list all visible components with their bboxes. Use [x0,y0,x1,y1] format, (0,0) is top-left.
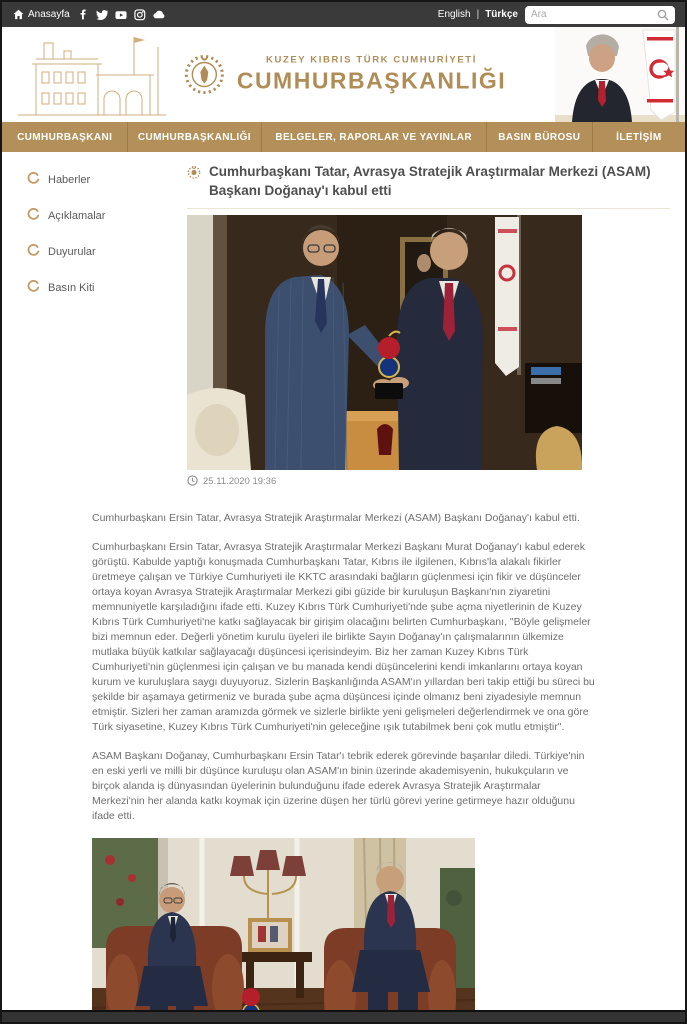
youtube-link[interactable] [115,9,127,21]
article-body [92,511,596,824]
ring-icon [27,172,40,188]
facebook-icon [77,9,89,21]
lang-turkish[interactable]: Türkçe [485,9,518,20]
search-input[interactable] [531,9,653,20]
nav-item-cumhurbaskanligi[interactable]: CUMHURBAŞKANLIĞI [128,122,261,152]
top-utility-bar [2,2,685,27]
nav-item-basin-burosu[interactable]: BASIN BÜROSU [487,122,593,152]
nav-item-cumhurbaskani[interactable]: CUMHURBAŞKANI [2,122,128,152]
sidebar-item-basin-kiti[interactable] [27,280,187,296]
article-date-row [187,475,670,489]
sidebar-item-duyurular[interactable] [27,244,187,260]
brand-country: KUZEY KIBRIS TÜRK CUMHURİYETİ [266,54,477,66]
presidency-emblem-icon [181,49,227,100]
brand-text [237,55,506,95]
instagram-icon [134,9,146,21]
article-head [187,162,670,489]
clock-icon [187,475,198,489]
paragraph-3: ASAM Başkanı Doğanay, Cumhurbaşkanı Ersin Tatar'ı tebrik ederek görevinde başarılar diledi. Türkiye'nin en eski yerli ve milli bir düşünce kuruluşu olan ASAM'ın binin üzerinde akademisyenin, hukukçuların ve birçok alanda iş dünyasından üyelerinin bulunduğunu ifade ederek Avrasya Stratejik Araştırmalar Merkezi'nin her alanda katkı koymak için üzerine düşen her türlü görevi yerine getirmeye hazır olduğunu ifade etti. [92,749,585,822]
content-area [2,152,685,1010]
paragraph-2: Cumhurbaşkanı Ersin Tatar, Avrasya Stratejik Araştırmalar Merkezi Başkanı Murat Doğanay'ı kabul ederek görüştü. Kabulde yaptığı konuşmada Cumhurbaşkanı Tatar, Kıbrıs ile ilgilenen, Kıbrıs'la alakalı fikirler üretmeye çalışan ve Türkiye Cumhuriyeti ile KKTC arasındaki bağların güçlenmesi için fikir ve düşünceler ortaya koyan Avrasya Stratejik Araştırmalar Merkezi gibi güzide bir kuruluşun Başkanı'nın ziyaretini memnuniyetle karşıladığını ifade etti. Kuzey Kıbrıs Türk Cumhuriyeti'nde şube açma niyetlerinin de Kuzey Kıbrıs Türk Cumhuriyeti'ne katkı sağlayacak bir girişim olacağını belirten Cumhurbaşkanı, "Böyle gelişmeler bizi memnun eder. Değerli yönetim kurulu üyeleri ile birlikte Sayın Doğanay'ın çalışmalarının ülkemize mutlaka büyük katkılar sağlayacağı düşüncesi içerisindeyim. Biz her zaman Kuzey Kıbrıs Türk Cumhuriyeti'nin güçlenmesi için çalışan ve bu manada kendi düşüncelerini kendi imkanlarını ortaya koyan kurum ve kuruluşlara saygı duyuyoruz. Sizlerin Başkanlığında ASAM'ın yıllardan beri takip ettiği bu süreci bu şekilde bir aşamaya getirmeniz ve burada şube açma düşüncesi içinde olmanız beni ziyadesiyle memnun etmiştir. Sizleri her zaman aramızda görmek ve sizlerle birlikte yeni gelişmeleri değerlendirmek ve ona göre Türk siyasetine, Kuzey Kıbrıs Türk Cumhuriyeti'nin geleceğine ışık tutabilmek beni çok mutlu etmiştir". [92,540,595,733]
article-title-text: Cumhurbaşkanı Tatar, Avrasya Stratejik Araştırmalar Merkezi (ASAM) Başkanı Doğanay'ı kabul etti [209,164,651,198]
brand-office: CUMHURBAŞKANLIĞI [236,67,507,94]
footer-strip [2,1010,685,1022]
site-brand[interactable] [181,49,506,100]
search-box[interactable] [525,6,675,24]
cloud-link[interactable] [153,9,165,21]
twitter-icon [96,9,108,21]
sidebar [17,162,187,489]
site-header [2,27,685,122]
sidebar-item-label: Duyurular [48,246,96,258]
instagram-link[interactable] [134,9,146,21]
search-icon[interactable] [657,9,669,21]
nav-item-iletisim[interactable]: İLETİŞİM [616,131,662,143]
sidebar-item-label: Basın Kiti [48,282,95,294]
building-illustration [14,31,172,124]
ring-icon [27,244,40,260]
president-portrait-photo [555,27,685,127]
lang-english[interactable]: English [437,9,471,20]
title-emblem-icon [187,165,201,185]
article-date: 25.11.2020 19:36 [203,476,277,488]
language-switcher [438,9,518,20]
home-link[interactable] [12,9,70,21]
article-photo-main [187,215,582,470]
sidebar-item-haberler[interactable] [27,172,187,188]
twitter-link[interactable] [96,9,108,21]
ring-icon [27,208,40,224]
ring-icon [27,280,40,296]
cloud-icon [153,9,165,21]
sidebar-item-aciklamalar[interactable] [27,208,187,224]
article-photo-secondary [92,838,475,1010]
lang-divider: | [476,9,480,20]
home-label: Anasayfa [28,9,70,20]
sidebar-item-label: Haberler [48,174,91,186]
sidebar-item-label: Açıklamalar [48,210,106,222]
nav-item-belgeler-raporlar[interactable]: BELGELER, RAPORLAR VE YAYINLAR [262,122,487,152]
paragraph-1: Cumhurbaşkanı Ersin Tatar, Avrasya Stratejik Araştırmalar Merkezi (ASAM) Başkanı Doğanay'ı kabul etti. [92,511,580,524]
youtube-icon [115,9,127,21]
home-icon [12,9,24,21]
facebook-link[interactable] [77,9,89,21]
article-title [187,163,670,209]
